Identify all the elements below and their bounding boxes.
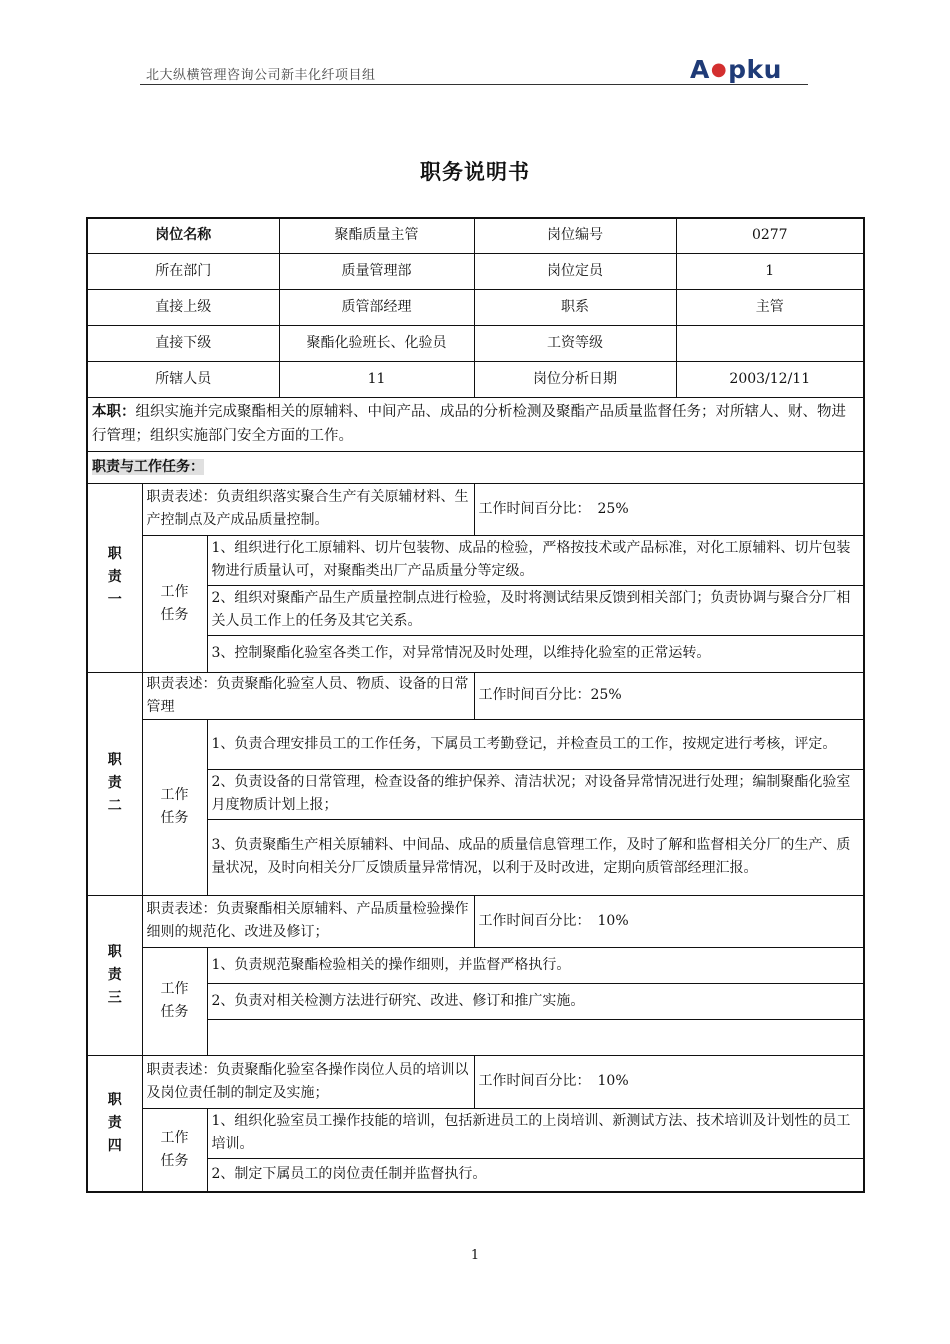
task-item: 2、负责对相关检测方法进行研究、改进、修订和推广实施。	[207, 983, 864, 1019]
summary-row	[87, 397, 864, 451]
duty-label	[87, 672, 142, 895]
duty-label-char: 责	[107, 966, 122, 983]
info-value: 聚酯化验班长、化验员	[279, 325, 474, 361]
info-row	[87, 325, 864, 361]
task-row	[87, 1108, 864, 1158]
time-percentage: 工作时间百分比： 10%	[474, 1055, 864, 1108]
duty-label-char: 责	[107, 569, 122, 585]
info-label: 岗位分析日期	[474, 361, 676, 397]
task-label-line: 工作	[160, 1129, 189, 1146]
duty-label	[87, 483, 142, 672]
info-value: 质量管理部	[279, 253, 474, 289]
duties-heading: 职责与工作任务：	[92, 458, 204, 475]
duty-label-char: 责	[107, 1114, 122, 1131]
task-item: 2、负责设备的日常管理，检查设备的维护保养、清洁状况；对设备异常情况进行处理；编制聚酯化验室月度物质计划上报；	[207, 769, 864, 819]
time-percentage: 工作时间百分比：25%	[474, 672, 864, 719]
duty-label	[87, 1055, 142, 1192]
duty-label-char: 责	[107, 775, 122, 791]
task-item: 1、组织化验室员工操作技能的培训，包括新进员工的上岗培训、新测试方法、技术培训及计划性的员工培训。	[207, 1108, 864, 1158]
page-number: 1	[470, 1248, 480, 1263]
duty-label-char: 二	[107, 798, 122, 814]
task-item: 3、控制聚酯化验室各类工作，对异常情况及时处理，以维持化验室的正常运转。	[207, 635, 864, 672]
header-rule	[140, 84, 808, 85]
task-item: 1、负责合理安排员工的工作任务，下属员工考勤登记，并检查员工的工作，按规定进行考核，评定。	[207, 719, 864, 769]
info-row	[87, 218, 864, 253]
task-label	[142, 1108, 207, 1192]
duty-description: 职责表述：负责聚酯化验室人员、物质、设备的日常管理	[142, 672, 474, 719]
task-label-line: 任务	[160, 606, 189, 623]
summary-label: 本职：	[92, 403, 136, 420]
info-value: 0277	[676, 218, 864, 253]
task-label-line: 任务	[160, 1152, 189, 1169]
info-label: 工资等级	[474, 325, 676, 361]
header-company: 北大纵横管理咨询公司新丰化纤项目组	[146, 68, 376, 83]
info-value: 主管	[676, 289, 864, 325]
info-value: 聚酯质量主管	[279, 218, 474, 253]
info-label: 岗位定员	[474, 253, 676, 289]
duty-label	[87, 895, 142, 1055]
info-label: 直接上级	[87, 289, 279, 325]
logo-a: A	[690, 55, 710, 84]
duty-desc-row	[87, 895, 864, 947]
task-row	[87, 947, 864, 983]
task-item: 1、负责规范聚酯检验相关的操作细则，并监督严格执行。	[207, 947, 864, 983]
summary-cell	[87, 397, 864, 451]
task-item: 1、组织进行化工原辅料、切片包装物、成品的检验，严格按技术或产品标准，对化工原辅料、切片包装物进行质量认可，对聚酯类出厂产品质量分等定级。	[207, 535, 864, 585]
info-value: 11	[279, 361, 474, 397]
duty-desc-row	[87, 672, 864, 719]
duty-label-char: 四	[107, 1137, 122, 1154]
time-percentage: 工作时间百分比： 10%	[474, 895, 864, 947]
info-label: 岗位名称	[87, 218, 279, 253]
task-label-line: 任务	[160, 1004, 189, 1020]
summary-text: 组织实施并完成聚酯相关的原辅料、中间产品、成品的分析检测及聚酯产品质量监督任务；对所辖人、财、物进行管理；组织实施部门安全方面的工作。	[92, 404, 846, 444]
duty-desc-row	[87, 1055, 864, 1108]
duty-label-char: 一	[107, 592, 122, 608]
task-label-line: 工作	[160, 981, 189, 997]
duty-label-char: 职	[107, 1091, 122, 1108]
task-label	[142, 535, 207, 672]
info-value	[676, 325, 864, 361]
duties-heading-row	[87, 451, 864, 483]
duty-label-char: 职	[107, 752, 122, 768]
task-item	[207, 1019, 864, 1055]
task-label-line: 工作	[160, 787, 189, 803]
info-label: 职系	[474, 289, 676, 325]
task-label-line: 工作	[160, 583, 189, 600]
duties-heading-cell	[87, 451, 864, 483]
task-item: 2、制定下属员工的岗位责任制并监督执行。	[207, 1158, 864, 1192]
company-logo	[690, 55, 782, 84]
task-item: 3、负责聚酯生产相关原辅料、中间品、成品的质量信息管理工作，及时了解和监督相关分厂的生产、质量状况，及时向相关分厂反馈质量异常情况，以利于及时改进，定期向质管部经理汇报。	[207, 819, 864, 895]
task-label	[142, 947, 207, 1055]
duty-label-char: 职	[107, 943, 122, 960]
job-description-table	[86, 217, 865, 1193]
duty-description: 职责表述：负责聚酯相关原辅料、产品质量检验操作细则的规范化、改进及修订；	[142, 895, 474, 947]
task-row	[87, 719, 864, 769]
task-item: 2、组织对聚酯产品生产质量控制点进行检验，及时将测试结果反馈到相关部门；负责协调与聚合分厂相关人员工作上的任务及其它关系。	[207, 585, 864, 635]
info-value: 2003/12/11	[676, 361, 864, 397]
time-percentage: 工作时间百分比： 25%	[474, 483, 864, 535]
info-label: 岗位编号	[474, 218, 676, 253]
info-value: 质管部经理	[279, 289, 474, 325]
info-value: 1	[676, 253, 864, 289]
info-label: 直接下级	[87, 325, 279, 361]
duty-label-char: 三	[107, 989, 122, 1006]
task-label-line: 任务	[160, 810, 189, 826]
duty-label-char: 职	[107, 546, 122, 562]
info-label: 所辖人员	[87, 361, 279, 397]
logo-dot: ●	[710, 59, 728, 80]
task-row	[87, 535, 864, 585]
duty-description: 职责表述：负责组织落实聚合生产有关原辅材料、生产控制点及产成品质量控制。	[142, 483, 474, 535]
duty-desc-row	[87, 483, 864, 535]
info-row	[87, 361, 864, 397]
duty-description: 职责表述：负责聚酯化验室各操作岗位人员的培训以及岗位责任制的制定及实施；	[142, 1055, 474, 1108]
info-row	[87, 253, 864, 289]
info-label: 所在部门	[87, 253, 279, 289]
info-row	[87, 289, 864, 325]
task-label	[142, 719, 207, 895]
logo-text: pku	[728, 55, 782, 84]
document-title: 职务说明书	[420, 160, 530, 184]
